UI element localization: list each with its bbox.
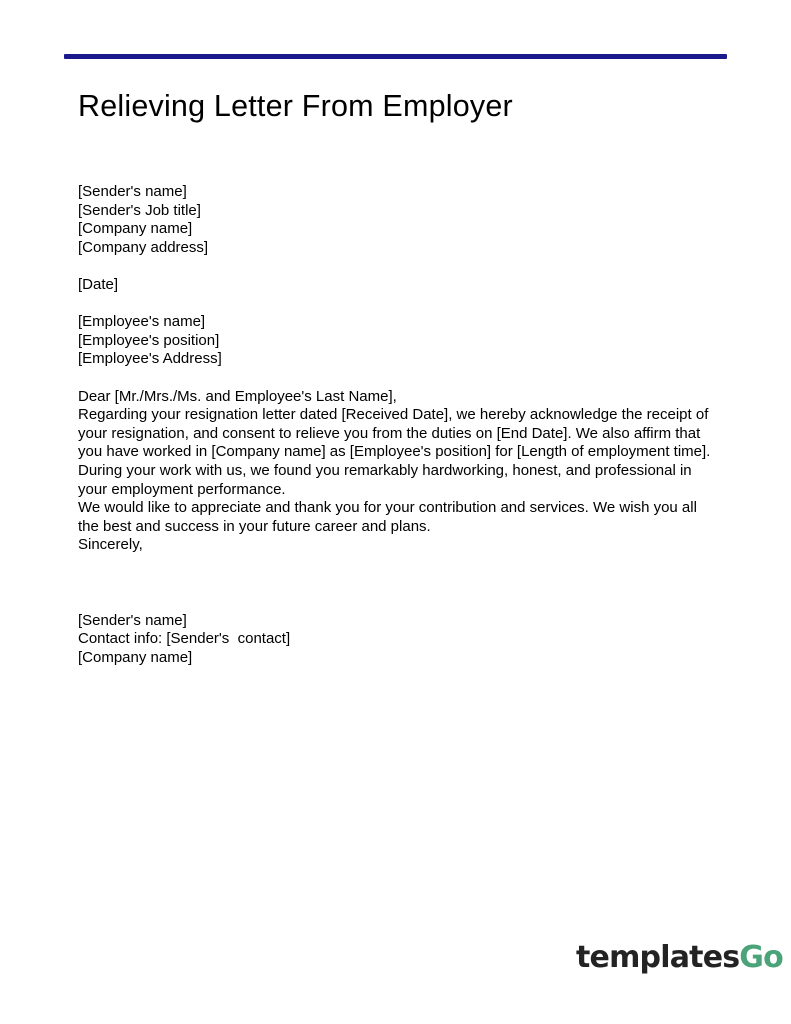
employee-address-line: [Employee's Address] (78, 350, 222, 368)
sender-company-name-line: [Company name] (78, 220, 193, 238)
letter-body (78, 183, 718, 668)
logo-text-templates: templates (576, 940, 740, 975)
date-line: [Date] (78, 275, 119, 293)
signature-block (78, 612, 718, 668)
signature-contact-info-line: Contact info: [Sender's contact] (78, 630, 291, 648)
sender-name-line: [Sender's name] (78, 183, 187, 200)
document-title: Relieving Letter From Employer (78, 89, 513, 123)
paragraph-resignation-acknowledgement: Regarding your resignation letter dated [Received Date], we hereby acknowledge the receipt of your resignation, and consent to relieve you from the duties on [End Date]. We also affirm that you have worked in [Company name] as [Employee's position] for [Length of employment time]. (78, 406, 711, 461)
paragraph-thanks-and-wishes: We would like to appreciate and thank you for your contribution and services. We wish you all the best and success in your future career and plans. (78, 499, 697, 535)
date-block (78, 276, 718, 295)
paragraph-performance-appreciation: During your work with us, we found you remarkably hardworking, honest, and professional in your employment performance. (78, 461, 692, 498)
employee-name-line: [Employee's name] (78, 313, 206, 331)
sender-company-address-line: [Company address] (78, 238, 209, 256)
signature-sender-name-line: [Sender's name] (78, 611, 187, 629)
signature-company-name-line: [Company name] (78, 649, 193, 667)
recipient-address-block (78, 313, 718, 369)
header-divider-line (64, 54, 727, 59)
sender-address-block (78, 183, 718, 257)
templatesgo-logo (576, 940, 783, 975)
salutation-line: Dear [Mr./Mrs./Ms. and Employee's Last Name], (78, 387, 397, 405)
logo-text-go: Go (739, 940, 783, 975)
employee-position-line: [Employee's position] (78, 331, 220, 349)
closing-line: Sincerely, (78, 536, 143, 554)
sender-job-title-line: [Sender's Job title] (78, 201, 201, 219)
